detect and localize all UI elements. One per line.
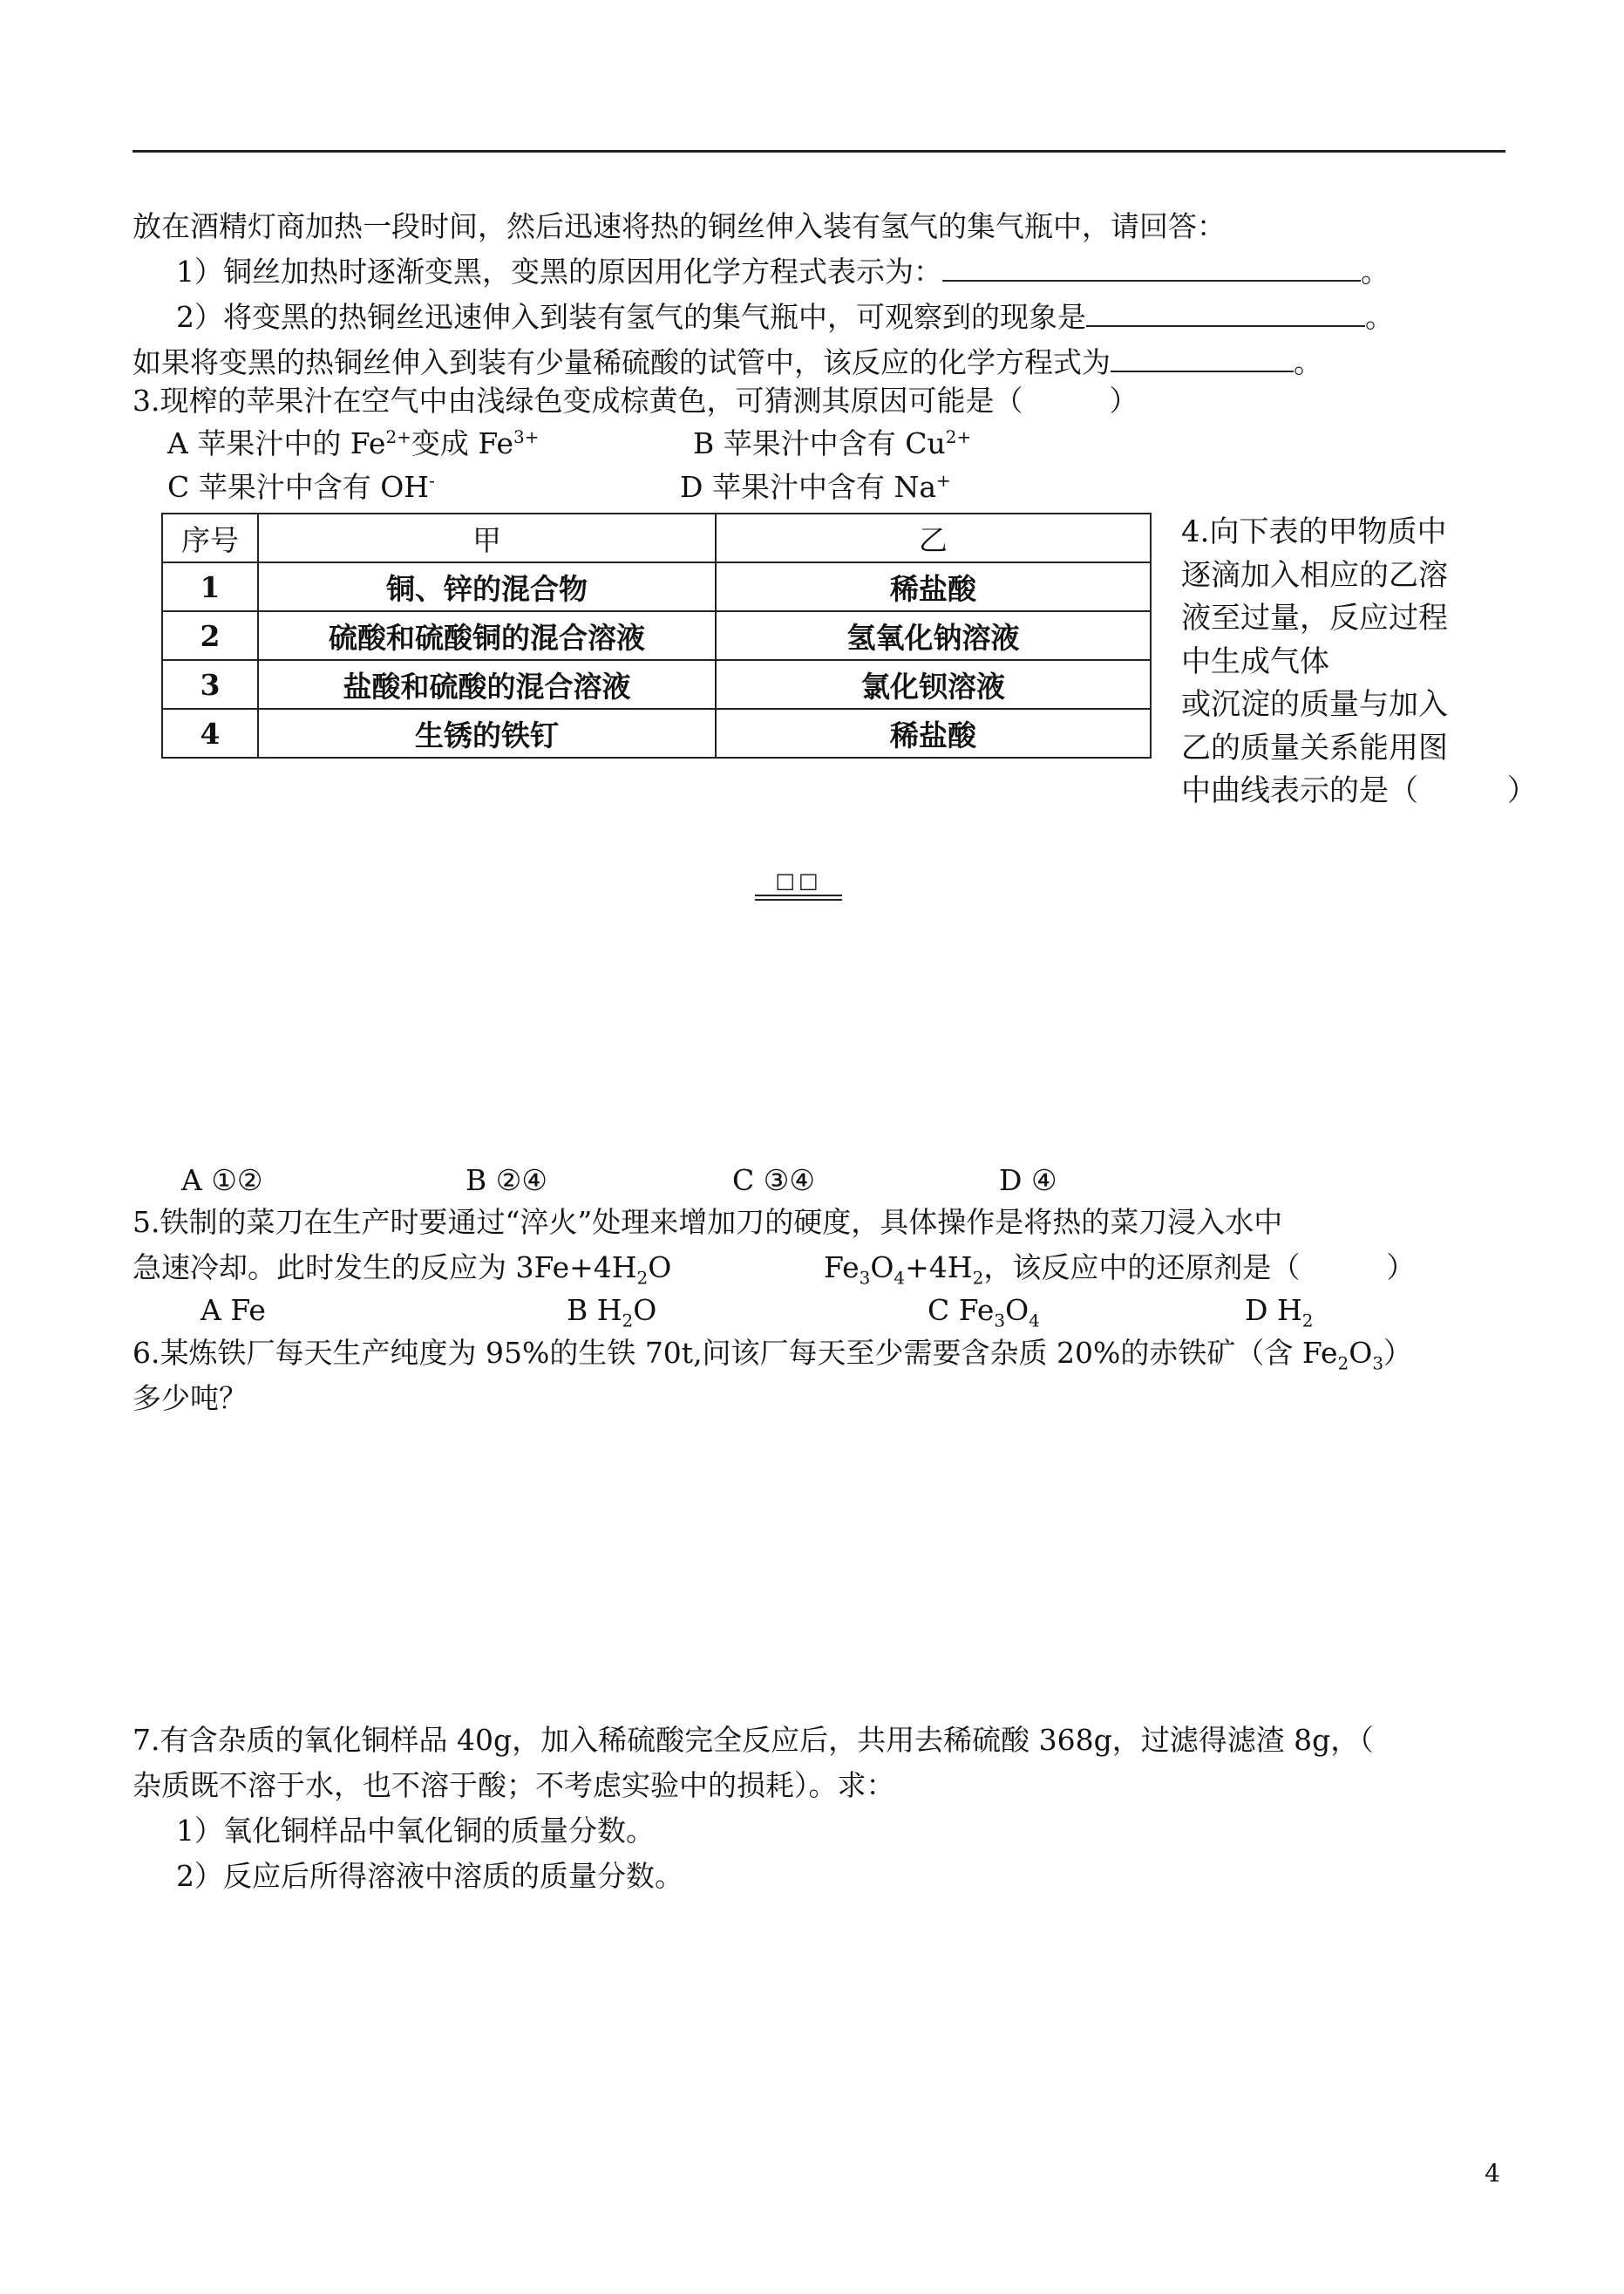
table-cell: 氢氧化钠溶液 (716, 611, 1151, 660)
superscript: 2+ (385, 426, 411, 447)
superscript: 2+ (945, 426, 972, 447)
answer-blank[interactable] (1086, 299, 1365, 327)
q5-text: Fe (824, 1250, 860, 1284)
table-cell: 生锈的铁钉 (258, 709, 716, 758)
answer-blank[interactable] (942, 254, 1361, 282)
question-2-2 (176, 298, 1394, 337)
q4-option-d: D ④ (999, 1163, 1057, 1197)
question-3: 3.现榨的苹果汁在空气中由浅绿色变成棕黄色，可猜测其原因可能是（ ） (133, 384, 1138, 418)
question-4-line: 中曲线表示的是（ ） (1181, 773, 1537, 808)
question-2-1 (176, 253, 1390, 291)
intro-text: 放在酒精灯商加热一段时间，然后迅速将热的铜丝伸入装有氢气的集气瓶中，请回答： (133, 209, 1226, 243)
page-number: 4 (1485, 2159, 1500, 2188)
q4-option-b: B ②④ (465, 1163, 547, 1197)
question-4-line: 液至过量，反应过程 (1181, 601, 1448, 636)
end-mark: 。 (1365, 300, 1394, 334)
q5-text: 急速冷却。此时发生的反应为 3Fe+4H (133, 1250, 637, 1284)
question-4-table (161, 513, 1152, 759)
subscript: 2 (1301, 1310, 1314, 1331)
q3-option-d (680, 468, 951, 507)
q5-option-a: A Fe (200, 1293, 266, 1327)
table-row (162, 611, 1151, 660)
q5-option-b (567, 1291, 656, 1330)
question-4-line: 或沉淀的质量与加入 (1181, 687, 1448, 722)
question-2-2-text: 2）将变黑的热铜丝迅速伸入到装有氢气的集气瓶中，可观察到的现象是 (176, 300, 1086, 334)
table-header: 甲 (258, 514, 716, 562)
question-2-3-text: 如果将变黑的热铜丝伸入到装有少量稀硫酸的试管中，该反应的化学方程式为 (133, 345, 1111, 379)
question-4-line: 4.向下表的甲物质中 (1181, 514, 1447, 549)
table-cell: 硫酸和硫酸铜的混合溶液 (258, 611, 716, 660)
q5-option-c (928, 1291, 1040, 1330)
subscript: 3 (859, 1267, 871, 1289)
question-6-line-2: 多少吨？ (133, 1381, 248, 1415)
table-cell: 盐酸和硫酸的混合溶液 (258, 660, 716, 709)
q5-option-c-text: C Fe (928, 1293, 995, 1327)
q4-option-a: A ①② (181, 1163, 263, 1197)
subscript: 2 (622, 1310, 634, 1331)
question-2-3 (133, 344, 1322, 382)
placeholder-glyphs: □□ (775, 868, 822, 893)
q6-text: O (1349, 1336, 1373, 1370)
superscript: + (936, 470, 951, 491)
missing-image-placeholder (755, 868, 842, 901)
subscript: 3 (994, 1310, 1006, 1331)
question-4-line: 中生成气体 (1181, 643, 1329, 679)
question-4-text (1181, 511, 1537, 813)
table-cell: 氯化钡溶液 (716, 660, 1151, 709)
question-5-line-2b (824, 1249, 1415, 1287)
table-row (162, 562, 1151, 611)
subscript: 4 (1029, 1310, 1040, 1331)
q5-text: ，该反应中的还原剂是（ ） (983, 1250, 1416, 1284)
question-5-line-2 (133, 1249, 671, 1287)
subscript: 2 (1337, 1352, 1349, 1374)
table-header-row (162, 514, 1151, 562)
q6-text: 6.某炼铁厂每天生产纯度为 95%的生铁 70t,问该厂每天至少需要含杂质 20%的赤铁矿（含 Fe (133, 1336, 1338, 1370)
table-header: 乙 (716, 514, 1151, 562)
superscript: 3+ (513, 426, 540, 447)
q4-option-c: C ③④ (732, 1163, 815, 1197)
table-row (162, 660, 1151, 709)
superscript: - (429, 470, 435, 491)
table-cell: 3 (162, 660, 258, 709)
end-mark: 。 (1361, 255, 1390, 289)
q3-option-a (167, 425, 540, 463)
placeholder-underline (755, 895, 842, 901)
answer-blank[interactable] (1111, 344, 1294, 372)
q3-option-b-text: B 苹果汁中含有 Cu (693, 426, 946, 460)
q5-text: +4H (905, 1250, 973, 1284)
q3-option-a-text: A 苹果汁中的 Fe (167, 426, 386, 460)
q3-option-c-text: C 苹果汁中含有 OH (167, 470, 430, 504)
question-7-line-1: 7.有含杂质的氧化铜样品 40g，加入稀硫酸完全反应后，共用去稀硫酸 368g，过滤得滤渣 8g，（ (133, 1723, 1374, 1757)
question-4-line: 逐滴加入相应的乙溶 (1181, 557, 1448, 593)
table-cell: 2 (162, 611, 258, 660)
q3-option-a-text-2: 变成 Fe (411, 426, 514, 460)
question-4-line: 乙的质量关系能用图 (1181, 730, 1448, 766)
table-cell: 稀盐酸 (716, 709, 1151, 758)
q3-option-b (693, 425, 971, 463)
q3-option-c (167, 468, 435, 507)
q5-option-d (1245, 1291, 1313, 1330)
q5-option-b-text-2: O (633, 1293, 657, 1327)
q5-text: O (648, 1250, 672, 1284)
table-cell: 1 (162, 562, 258, 611)
table-cell: 4 (162, 709, 258, 758)
table-cell: 稀盐酸 (716, 562, 1151, 611)
question-5-line-1: 5.铁制的菜刀在生产时要通过“淬火”处理来增加刀的硬度，具体操作是将热的菜刀浸入水中 (133, 1205, 1283, 1239)
header-rule (133, 150, 1505, 153)
subscript: 4 (894, 1267, 906, 1289)
q5-option-b-text: B H (567, 1293, 622, 1327)
table-header: 序号 (162, 514, 258, 562)
subscript: 2 (972, 1267, 984, 1289)
q5-option-d-text: D H (1245, 1293, 1302, 1327)
question-2-1-text: 1）铜丝加热时逐渐变黑，变黑的原因用化学方程式表示为： (176, 255, 942, 289)
table-row (162, 709, 1151, 758)
table-cell: 铜、锌的混合物 (258, 562, 716, 611)
question-7-line-4: 2）反应后所得溶液中溶质的质量分数。 (176, 1859, 683, 1893)
q6-text: ） (1383, 1336, 1413, 1370)
q5-option-c-text-2: O (1005, 1293, 1029, 1327)
question-7-line-2: 杂质既不溶于水，也不溶于酸；不考虑实验中的损耗）。求： (133, 1768, 895, 1802)
question-6-line-1 (133, 1334, 1412, 1372)
subscript: 2 (636, 1267, 649, 1289)
question-7-line-3: 1）氧化铜样品中氧化铜的质量分数。 (176, 1814, 655, 1848)
q3-option-d-text: D 苹果汁中含有 Na (680, 470, 936, 504)
subscript: 3 (1372, 1352, 1384, 1374)
end-mark: 。 (1294, 345, 1322, 379)
q5-text: O (870, 1250, 894, 1284)
